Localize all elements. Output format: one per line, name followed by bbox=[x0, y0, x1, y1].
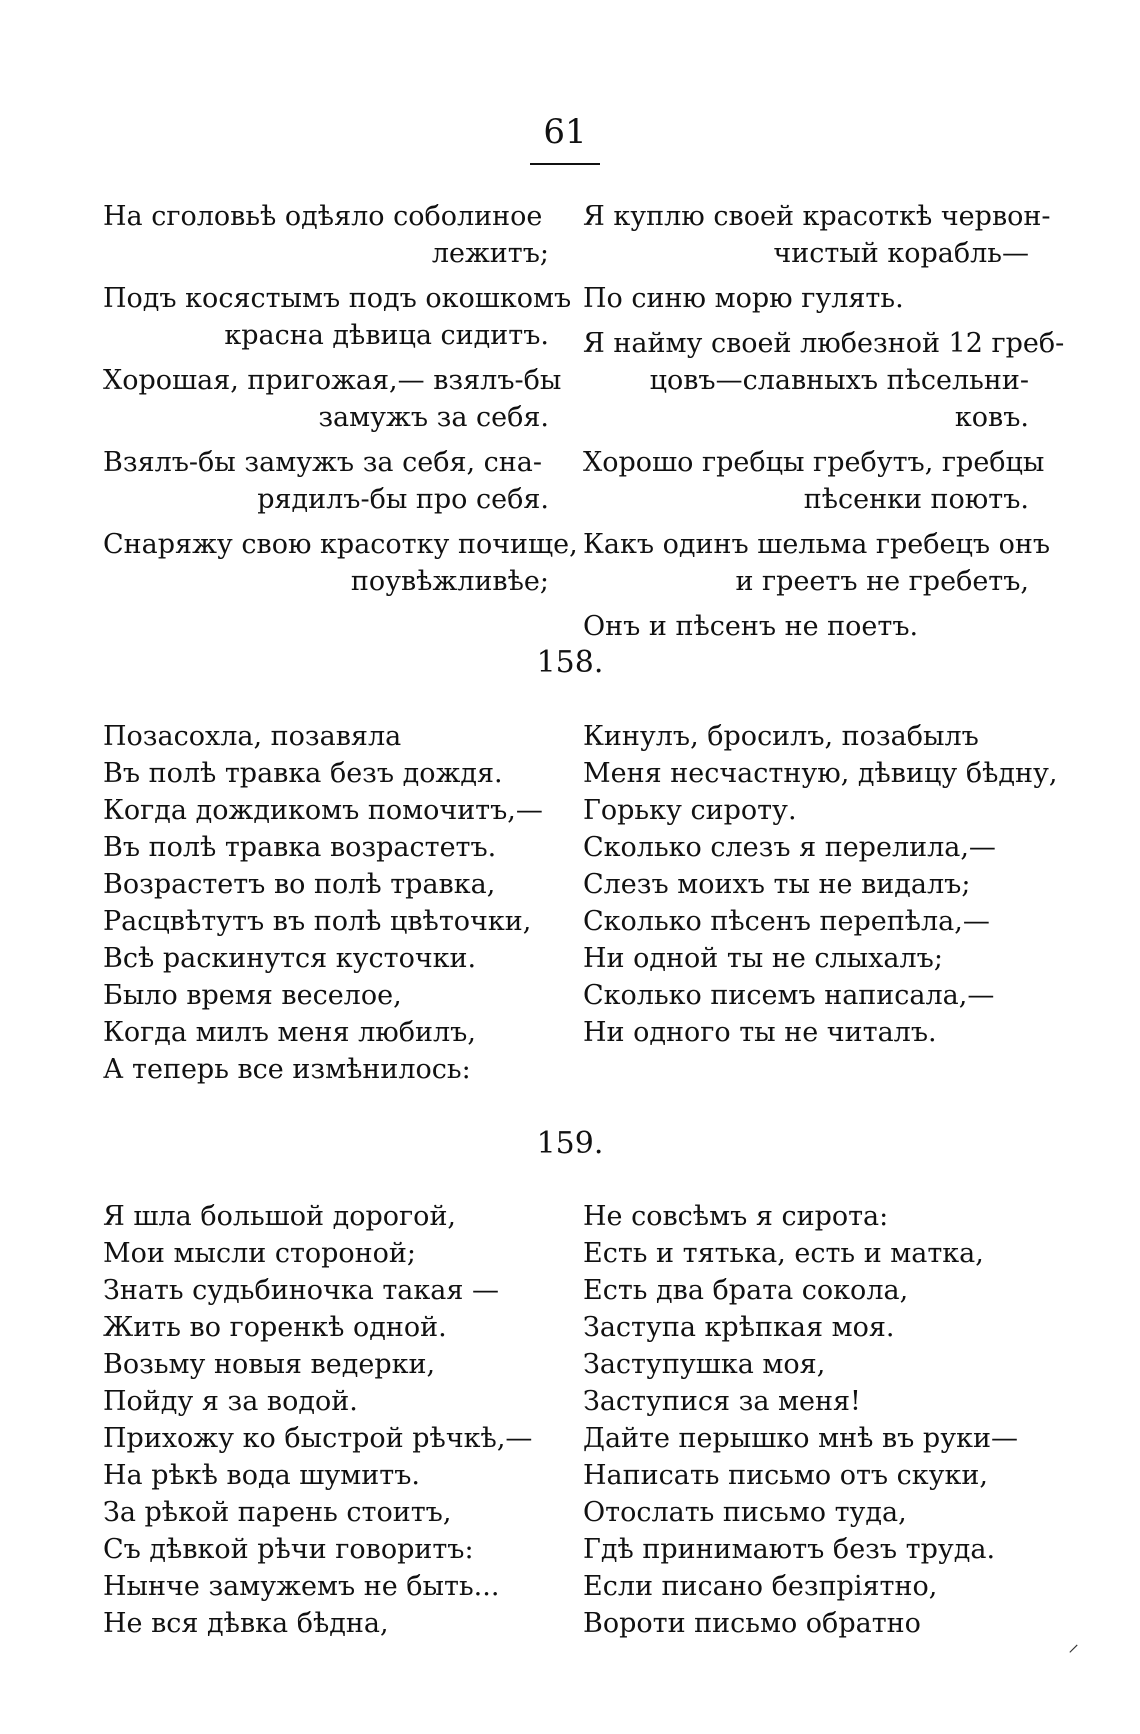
verse-line: Позасохла, позавяла bbox=[103, 721, 402, 752]
verse-line: По синю морю гулять. bbox=[583, 283, 904, 314]
verse-line: ковъ. bbox=[954, 402, 1029, 433]
verse-line: Сколько писемъ написала,— bbox=[583, 980, 995, 1011]
verse-line: замужъ за себя. bbox=[318, 402, 549, 433]
verse-line: Кинулъ, бросилъ, позабылъ bbox=[583, 721, 979, 752]
verse-line: Когда милъ меня любилъ, bbox=[103, 1017, 476, 1048]
verse-line: чистый корабль— bbox=[773, 238, 1029, 269]
verse-line: Заступушка моя, bbox=[583, 1349, 826, 1380]
verse-line: Есть и тятька, есть и матка, bbox=[583, 1238, 984, 1269]
verse-line: Снаряжу свою красотку почище, bbox=[103, 529, 578, 560]
verse-line: Всѣ раскинутся кусточки. bbox=[103, 943, 477, 974]
verse-line: Гдѣ принимаютъ безъ труда. bbox=[583, 1534, 996, 1565]
verse-159-right-column bbox=[583, 1198, 1033, 1642]
verse-line: Пойду я за водой. bbox=[103, 1386, 358, 1417]
verse-159-left-column bbox=[103, 1198, 533, 1642]
verse-line: Отослать письмо туда, bbox=[583, 1497, 907, 1528]
verse-line: рядилъ-бы про себя. bbox=[257, 484, 549, 515]
verse-line: Слезъ моихъ ты не видалъ; bbox=[583, 869, 971, 900]
verse-157-left-column bbox=[103, 198, 578, 600]
verse-line: Подъ косястымъ подъ окошкомъ bbox=[103, 283, 572, 314]
verse-line: Въ полѣ травка безъ дождя. bbox=[103, 758, 503, 789]
verse-line: Если писано безпріятно, bbox=[583, 1571, 938, 1602]
verse-157-right-column bbox=[583, 198, 1065, 645]
verse-line: Было время веселое, bbox=[103, 980, 402, 1011]
verse-line: пѣсенки поютъ. bbox=[803, 484, 1029, 515]
section-number-159: 159. bbox=[536, 1126, 604, 1161]
verse-158-left-column bbox=[103, 718, 543, 1088]
verse-line: Сколько слезъ я перелила,— bbox=[583, 832, 996, 863]
verse-line: Возрастетъ во полѣ травка, bbox=[103, 869, 496, 900]
section-number-158: 158. bbox=[536, 645, 604, 680]
verse-158-right-column bbox=[583, 718, 1058, 1051]
verse-line: Заступися за меня! bbox=[583, 1386, 861, 1417]
verse-line: Знать судьбиночка такая — bbox=[103, 1275, 499, 1306]
verse-line: Нынче замужемъ не быть... bbox=[103, 1571, 500, 1602]
verse-line: Расцвѣтутъ въ полѣ цвѣточки, bbox=[103, 906, 532, 937]
verse-line: Сколько пѣсенъ перепѣла,— bbox=[583, 906, 990, 937]
verse-line: Когда дождикомъ помочитъ,— bbox=[103, 795, 543, 826]
verse-line: цовъ—славныхъ пѣсельни- bbox=[649, 365, 1029, 396]
verse-line: поувѣжливѣе; bbox=[350, 566, 549, 597]
verse-line: Я найму своей любезной 12 греб- bbox=[583, 328, 1065, 359]
page-number: 61 bbox=[543, 112, 587, 152]
verse-line: красна дѣвица сидитъ. bbox=[224, 320, 549, 351]
verse-line: Написать письмо отъ скуки, bbox=[583, 1460, 989, 1491]
verse-line: Мои мысли стороной; bbox=[103, 1238, 417, 1269]
verse-line: Съ дѣвкой рѣчи говоритъ: bbox=[103, 1534, 474, 1565]
verse-line: Какъ одинъ шельма гребецъ онъ bbox=[583, 529, 1051, 560]
verse-line: и греетъ не гребетъ, bbox=[735, 566, 1029, 597]
page-number-rule bbox=[530, 163, 600, 165]
verse-line: Прихожу ко быстрой рѣчкѣ,— bbox=[103, 1423, 533, 1454]
verse-line: А теперь все измѣнилось: bbox=[103, 1054, 471, 1085]
verse-line: лежитъ; bbox=[431, 238, 549, 269]
verse-line: Онъ и пѣсенъ не поетъ. bbox=[583, 611, 919, 642]
verse-line: Я шла большой дорогой, bbox=[103, 1201, 457, 1232]
verse-line: Я куплю своей красоткѣ червон- bbox=[583, 201, 1051, 232]
verse-line: Не вся дѣвка бѣдна, bbox=[103, 1608, 389, 1639]
verse-line: Хорошая, пригожая,— взялъ-бы bbox=[103, 365, 562, 396]
verse-line: За рѣкой парень стоитъ, bbox=[103, 1497, 452, 1528]
verse-line: Вороти письмо обратно bbox=[583, 1608, 921, 1639]
verse-line: Меня несчастную, дѣвицу бѣдну, bbox=[583, 758, 1058, 789]
verse-line: Не совсѣмъ я сирота: bbox=[583, 1201, 889, 1232]
verse-line: Жить во горенкѣ одной. bbox=[103, 1312, 447, 1343]
verse-line: Ни одной ты не слыхалъ; bbox=[583, 943, 943, 974]
verse-line: На рѣкѣ вода шумитъ. bbox=[103, 1460, 420, 1491]
verse-line: Возьму новыя ведерки, bbox=[103, 1349, 436, 1380]
verse-line: Есть два брата сокола, bbox=[583, 1275, 909, 1306]
verse-line: Хорошо гребцы гребутъ, гребцы bbox=[583, 447, 1045, 478]
verse-line: Взялъ-бы замужъ за себя, сна- bbox=[103, 447, 542, 478]
ink-speck-mark: ⸝ bbox=[1068, 1632, 1080, 1657]
verse-line: Въ полѣ травка возрастетъ. bbox=[103, 832, 497, 863]
verse-line: Ни одного ты не читалъ. bbox=[583, 1017, 937, 1048]
verse-line: На сголовьѣ одѣяло соболиное bbox=[103, 201, 543, 232]
verse-line: Заступа крѣпкая моя. bbox=[583, 1312, 895, 1343]
verse-line: Дайте перышко мнѣ въ руки— bbox=[583, 1423, 1018, 1454]
verse-line: Горьку сироту. bbox=[583, 795, 797, 826]
